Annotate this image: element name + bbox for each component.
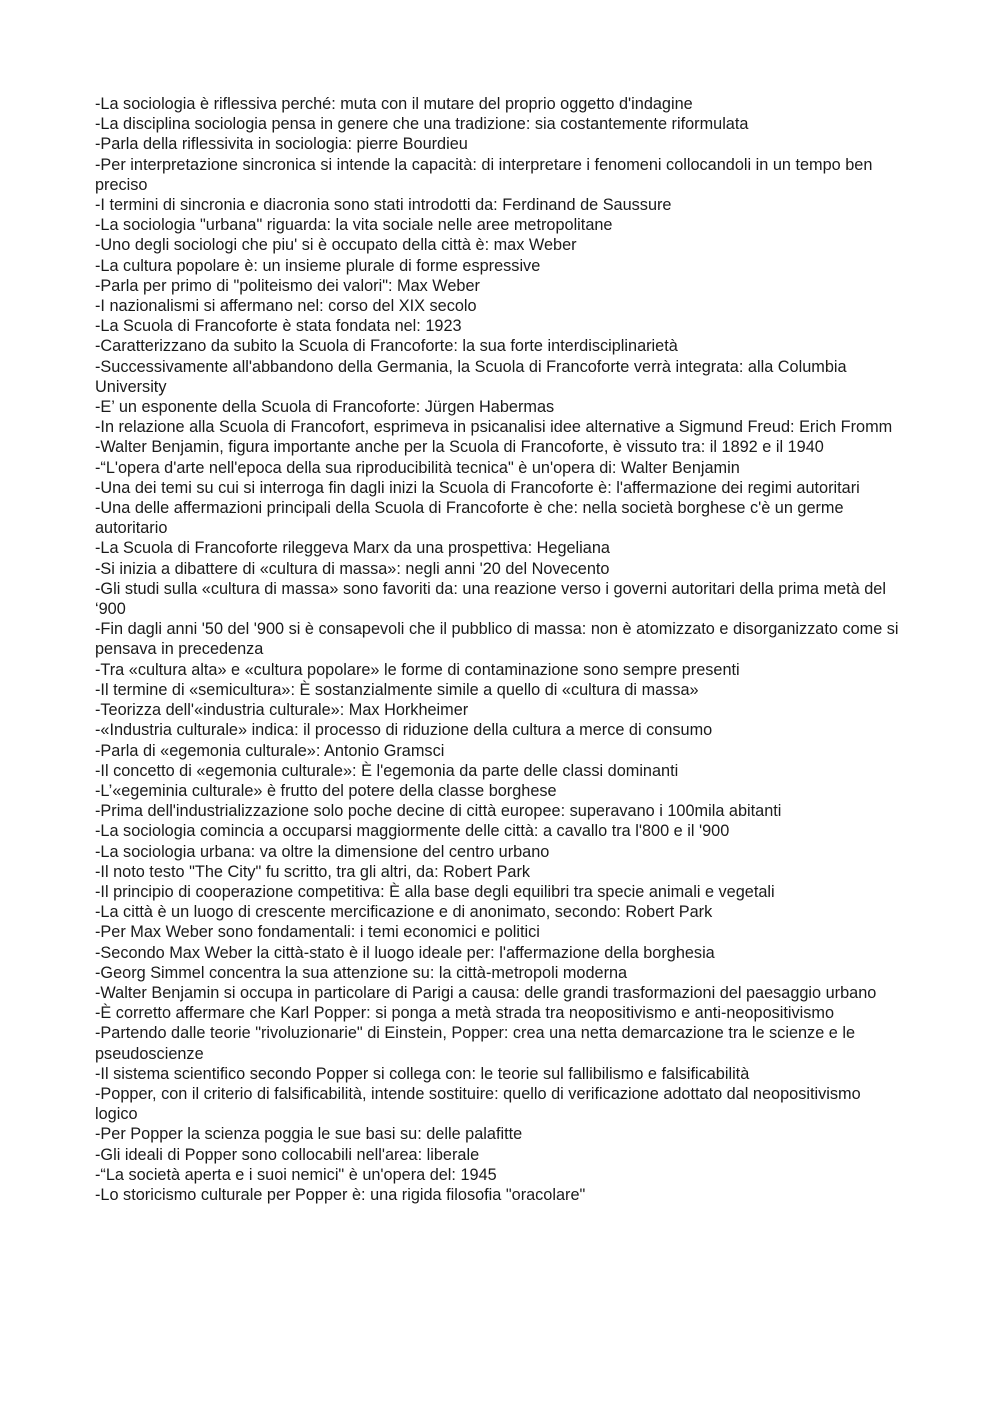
text-line: -Parla della riflessivita in sociologia: pierre Bourdieu (95, 135, 468, 154)
text-line: -Una dei temi su cui si interroga fin dagli inizi la Scuola di Francoforte è: l'affermazione dei regimi autoritari (95, 478, 860, 497)
text-line: -Partendo dalle teorie "rivoluzionarie" di Einstein, Popper: crea una netta demarcazione tra le scienze e le pseudoscienze (95, 1024, 856, 1063)
text-line: -I termini di sincronia e diacronia sono stati introdotti da: Ferdinand de Saussure (95, 196, 672, 215)
text-line: -La sociologia comincia a occuparsi maggiormente delle città: a cavallo tra l'800 e il '900 (95, 822, 730, 841)
text-line: -Secondo Max Weber la città-stato è il luogo ideale per: l'affermazione della borghesia (95, 943, 715, 962)
text-line: -La città è un luogo di crescente mercificazione e di anonimato, secondo: Robert Park (95, 903, 713, 922)
text-line: -Per Popper la scienza poggia le sue basi su: delle palafitte (95, 1125, 523, 1144)
text-line: -Walter Benjamin si occupa in particolare di Parigi a causa: delle grandi trasformazioni del paesaggio urbano (95, 983, 877, 1002)
text-line: -Teorizza dell'«industria culturale»: Max Horkheimer (95, 701, 469, 720)
text-line: -Parla di «egemonia culturale»: Antonio Gramsci (95, 741, 445, 760)
text-line: -Tra «cultura alta» e «cultura popolare» le forme di contaminazione sono sempre presenti (95, 660, 740, 679)
text-line: -Gli ideali di Popper sono collocabili nell'area: liberale (95, 1145, 480, 1164)
text-line: -Per Max Weber sono fondamentali: i temi economici e politici (95, 923, 540, 942)
text-line: -La disciplina sociologia pensa in genere che una tradizione: sia costantemente riformulata (95, 115, 749, 134)
text-line: -Una delle affermazioni principali della Scuola di Francoforte è che: nella società borghese c'è un germe autoritario (95, 499, 844, 538)
text-line: -Parla per primo di "politeismo dei valori": Max Weber (95, 276, 480, 295)
text-line: -Uno degli sociologi che piu' si è occupato della città è: max Weber (95, 236, 577, 255)
text-line: -Fin dagli anni '50 del '900 si è consapevoli che il pubblico di massa: non è atomizzato e disorganizzato come si pensava in precedenza (95, 620, 899, 659)
text-line: -Per interpretazione sincronica si intende la capacità: di interpretare i fenomeni collocandoli in un tempo ben preciso (95, 155, 873, 194)
text-line: -La sociologia è riflessiva perché: muta con il mutare del proprio oggetto d'indagine (95, 95, 693, 113)
text-line: -“L'opera d'arte nell'epoca della sua riproducibilità tecnica" è un'opera di: Walter Benjamin (95, 458, 740, 477)
text-line: -Il termine di «semicultura»: È sostanzialmente simile a quello di «cultura di massa» (95, 680, 699, 699)
text-line: -In relazione alla Scuola di Francofort, esprimeva in psicanalisi idee alternative a Sigmund Freud: Erich Fromm (95, 418, 893, 437)
text-line: -Caratterizzano da subito la Scuola di Francoforte: la sua forte interdisciplinarietà (95, 337, 678, 356)
text-line: -Lo storicismo culturale per Popper è: una rigida filosofia "oracolare" (95, 1185, 586, 1204)
text-line: -La Scuola di Francoforte rileggeva Marx da una prospettiva: Hegeliana (95, 539, 610, 558)
text-line: -Si inizia a dibattere di «cultura di massa»: negli anni '20 del Novecento (95, 559, 610, 578)
document-body (95, 94, 905, 1205)
text-line: -“La società aperta e i suoi nemici" è un'opera del: 1945 (95, 1165, 497, 1184)
text-line: -La Scuola di Francoforte è stata fondata nel: 1923 (95, 317, 462, 336)
text-line: -Il concetto di «egemonia culturale»: È l'egemonia da parte delle classi dominanti (95, 761, 679, 780)
text-line: -«Industria culturale» indica: il processo di riduzione della cultura a merce di consumo (95, 721, 713, 740)
text-line: -Successivamente all'abbandono della Germania, la Scuola di Francoforte verrà integrata: alla Columbia University (95, 357, 847, 396)
text-line: -L’«egeminia culturale» è frutto del potere della classe borghese (95, 781, 557, 800)
text-line: -Popper, con il criterio di falsificabilità, intende sostituire: quello di verificazione adottato dal neopositivismo logico (95, 1084, 861, 1124)
text-line: -La sociologia urbana: va oltre la dimensione del centro urbano (95, 842, 550, 861)
text-line: -Gli studi sulla «cultura di massa» sono favoriti da: una reazione verso i governi autoritari della prima metà del ‘900 (95, 579, 886, 619)
text-line: -La sociologia "urbana" riguarda: la vita sociale nelle aree metropolitane (95, 216, 613, 235)
text-line: -È corretto affermare che Karl Popper: si ponga a metà strada tra neopositivismo e anti-neopositivismo (95, 1004, 835, 1023)
text-line: -E’ un esponente della Scuola di Francoforte: Jürgen Habermas (95, 398, 555, 417)
text-line: -La cultura popolare è: un insieme plurale di forme espressive (95, 256, 541, 275)
text-line: -Il noto testo "The City" fu scritto, tra gli altri, da: Robert Park (95, 862, 531, 881)
text-line: -I nazionalismi si affermano nel: corso del XIX secolo (95, 297, 477, 316)
text-line: -Il sistema scientifico secondo Popper si collega con: le teorie sul fallibilismo e falsificabilità (95, 1064, 750, 1083)
text-line: -Georg Simmel concentra la sua attenzione su: la città-metropoli moderna (95, 963, 628, 982)
text-line: -Il principio di cooperazione competitiva: È alla base degli equilibri tra specie animali e vegetali (95, 882, 775, 901)
text-line: -Walter Benjamin, figura importante anche per la Scuola di Francoforte, è vissuto tra: il 1892 e il 1940 (95, 438, 824, 457)
text-line: -Prima dell'industrializzazione solo poche decine di città europee: superavano i 100mila abitanti (95, 802, 782, 821)
